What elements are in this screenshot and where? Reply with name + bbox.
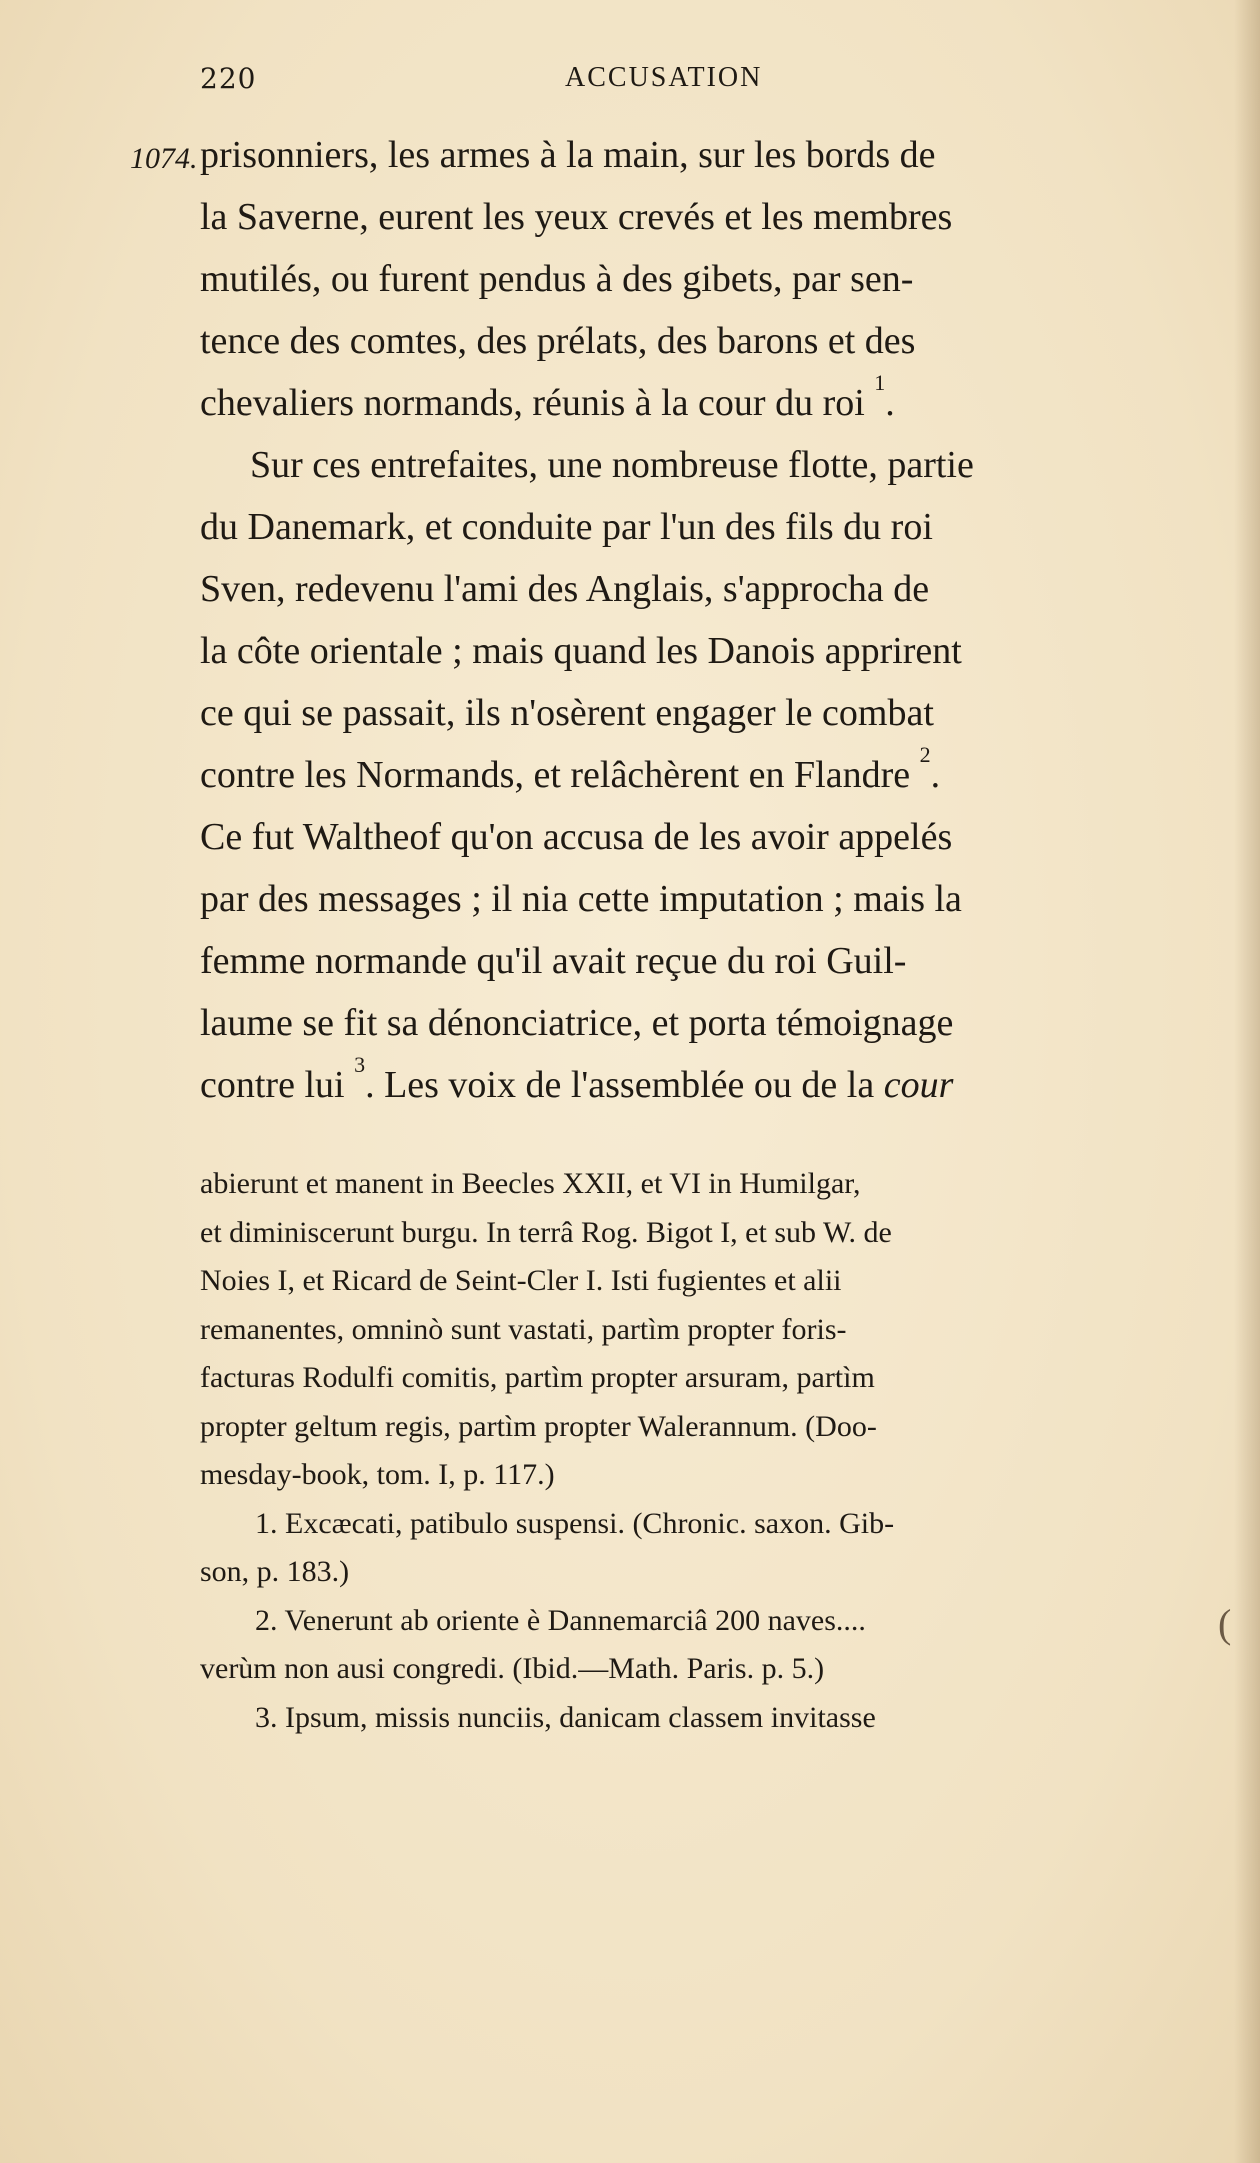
body-line: la Saverne, eurent les yeux crevés et les membres — [200, 196, 953, 238]
margin-year: 1074. — [130, 142, 198, 175]
page-edge-shadow — [1234, 0, 1260, 2163]
body-line: laume se fit sa dénonciatrice, et porta témoignage — [200, 1002, 954, 1044]
footnotes — [200, 1160, 1162, 1742]
body-line: Sur ces entrefaites, une nombreuse flotte, partie — [250, 444, 974, 486]
footnote-2-cont: verùm non ausi congredi. (Ibid.—Math. Paris. p. 5.) — [200, 1652, 825, 1685]
footnote-line: facturas Rodulfi comitis, partìm propter arsuram, partìm — [200, 1361, 875, 1394]
body-line: du Danemark, et conduite par l'un des fils du roi — [200, 506, 933, 548]
body-italic-word: cour — [883, 1064, 954, 1106]
footnote-1: 1. Excæcati, patibulo suspensi. (Chronic. saxon. Gib- — [255, 1506, 895, 1540]
body-line: la côte orientale ; mais quand les Danois apprirent — [200, 630, 962, 672]
footnote-ref: 1 — [874, 370, 886, 395]
page-header — [200, 62, 1060, 102]
page-number: 220 — [200, 62, 257, 95]
footnote-ref: 3 — [354, 1052, 366, 1077]
body-line: ce qui se passait, ils n'osèrent engager le combat — [200, 692, 934, 734]
footnote-1-cont: son, p. 183.) — [200, 1555, 350, 1588]
body-line-punct: . — [885, 382, 895, 424]
body-line-text: Les voix de l'assemblée ou de la — [384, 1064, 875, 1106]
body-line-punct: . — [930, 754, 941, 796]
footnote-line: mesday-book, tom. I, p. 117.) — [200, 1458, 555, 1491]
margin-paren-mark: ( — [1218, 1601, 1232, 1646]
body-line — [200, 1054, 1162, 1116]
body-line — [200, 744, 1162, 806]
body-line-text: chevaliers normands, réunis à la cour du roi — [200, 382, 865, 424]
body-line: par des messages ; il nia cette imputation ; mais la — [200, 878, 962, 920]
body-line-punct: . — [365, 1064, 375, 1106]
body-line-text: contre lui — [200, 1064, 345, 1106]
footnote-line: remanentes, omninò sunt vastati, partìm propter foris- — [200, 1312, 847, 1346]
footnote-3: 3. Ipsum, missis nunciis, danicam classem invitasse — [255, 1700, 876, 1734]
running-title: ACCUSATION — [565, 62, 763, 93]
body-line: Sven, redevenu l'ami des Anglais, s'approcha de — [200, 568, 930, 610]
body-line: femme normande qu'il avait reçue du roi Guil- — [200, 940, 907, 982]
footnote-line: et diminiscerunt burgu. In terrâ Rog. Bigot I, et sub W. de — [200, 1215, 892, 1249]
footnote-ref: 2 — [919, 742, 931, 767]
body-line: tence des comtes, des prélats, des barons et des — [200, 320, 916, 362]
body-text — [200, 124, 1162, 1116]
footnote-2: 2. Venerunt ab oriente è Dannemarciâ 200 naves.... — [255, 1603, 866, 1637]
body-line: prisonniers, les armes à la main, sur les bords de — [200, 134, 936, 176]
footnote-line: abierunt et manent in Beecles XXII, et VI in Humilgar, — [200, 1167, 861, 1200]
body-line-text: contre les Normands, et relâchèrent en Flandre — [200, 754, 911, 796]
body-line — [200, 372, 1162, 434]
footnote-line: Noies I, et Ricard de Seint-Cler I. Isti fugientes et alii — [200, 1264, 842, 1297]
body-line: mutilés, ou furent pendus à des gibets, par sen- — [200, 258, 914, 300]
footnote-line: propter geltum regis, partìm propter Walerannum. (Doo- — [200, 1409, 877, 1443]
body-line: Ce fut Waltheof qu'on accusa de les avoir appelés — [200, 816, 953, 858]
